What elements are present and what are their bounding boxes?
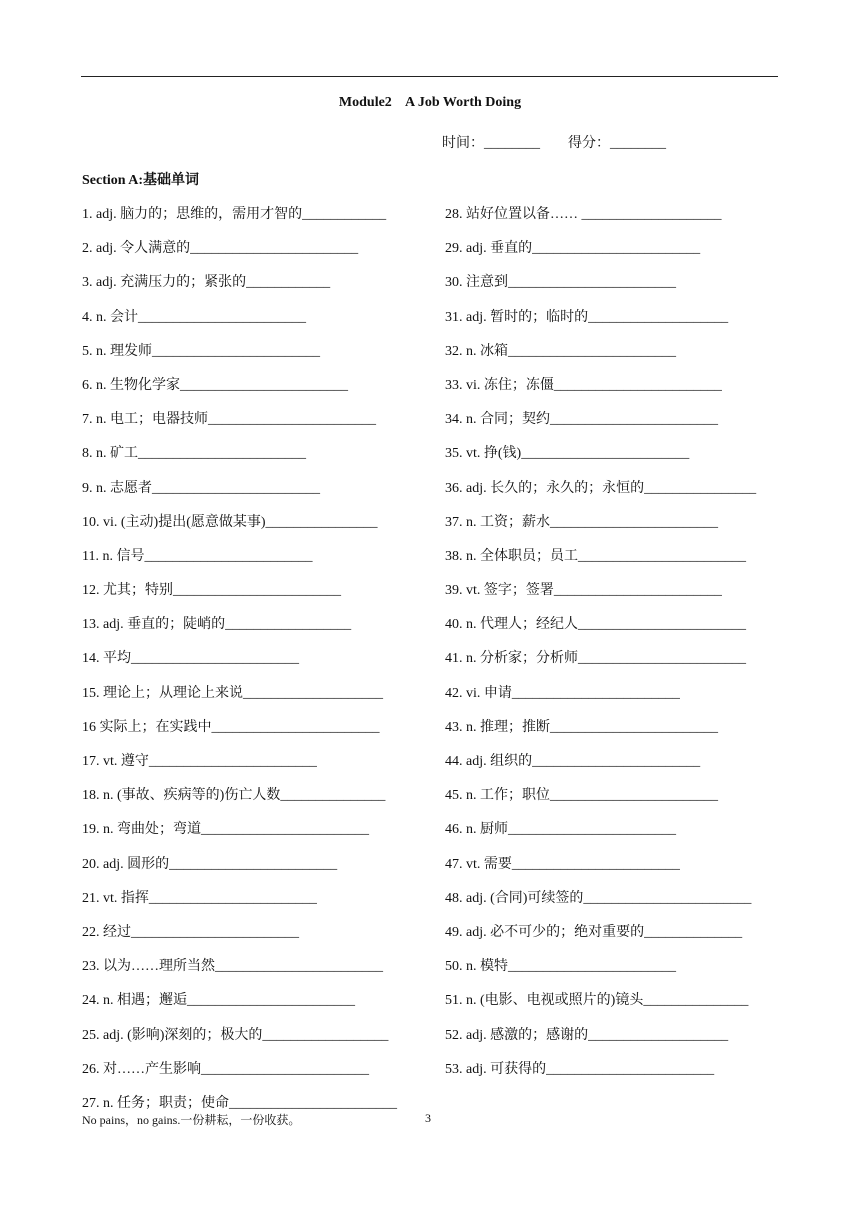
vocab-item: 26. 对……产生影响________________________ [82,1061,369,1077]
vocab-item: 38. n. 全体职员；员工________________________ [445,548,746,564]
vocab-item: 21. vt. 指挥________________________ [82,890,317,906]
vocab-item: 5. n. 理发师________________________ [82,343,320,359]
vocab-item: 16 实际上；在实践中________________________ [82,719,380,735]
vocab-item: 30. 注意到________________________ [445,275,676,291]
page-title: Module2 A Job Worth Doing [338,95,522,110]
page-number: 3 [425,1111,431,1125]
section-title: Section A:基础单词 [82,173,200,188]
left-column [82,206,432,1129]
header-rule [81,76,778,77]
vocab-item: 43. n. 推理；推断________________________ [445,719,718,735]
vocab-item: 1. adj. 脑力的；思维的，需用才智的____________ [82,207,387,222]
vocab-item: 25. adj. (影响)深刻的；极大的__________________ [82,1027,389,1043]
vocab-item: 44. adj. 组织的________________________ [445,754,701,769]
vocab-item: 4. n. 会计________________________ [82,309,306,325]
vocab-item: 53. adj. 可获得的________________________ [445,1061,715,1077]
vocab-item: 52. adj. 感激的；感谢的____________________ [445,1027,729,1043]
vocab-item: 3. adj. 充满压力的；紧张的____________ [82,275,331,291]
vocab-item: 50. n. 模特________________________ [445,959,676,975]
vocab-item: 41. n. 分析家；分析师________________________ [445,651,746,667]
vocab-item: 24. n. 相遇；邂逅________________________ [82,993,355,1009]
vocab-item: 45. n. 工作；职位________________________ [445,788,718,804]
vocab-item: 36. adj. 长久的；永久的；永恒的________________ [445,480,757,496]
vocab-item: 23. 以为……理所当然________________________ [82,959,383,975]
vocab-item: 34. n. 合同；契约________________________ [445,412,718,428]
vocab-item: 42. vi. 申请________________________ [445,685,680,701]
vocab-item: 15. 理论上；从理论上来说____________________ [82,685,383,701]
vocab-item: 19. n. 弯曲处；弯道________________________ [82,822,369,838]
vocab-item: 9. n. 志愿者________________________ [82,480,320,496]
vocab-item: 8. n. 矿工________________________ [82,446,306,462]
right-column [445,206,785,1095]
vocab-item: 20. adj. 圆形的________________________ [82,856,338,872]
vocab-item: 22. 经过________________________ [82,924,299,940]
vocab-item: 32. n. 冰箱________________________ [445,343,676,359]
vocab-item: 28. 站好位置以备…… ____________________ [445,207,722,222]
vocab-item: 11. n. 信号________________________ [82,548,313,564]
vocab-item: 14. 平均________________________ [82,651,299,667]
vocab-item: 46. n. 厨师________________________ [445,822,676,838]
vocab-item: 29. adj. 垂直的________________________ [445,241,701,257]
vocab-item: 39. vt. 签字；签署________________________ [445,583,722,599]
vocab-item: 37. n. 工资；薪水________________________ [445,514,718,530]
vocab-item: 35. vt. 挣(钱)________________________ [445,446,690,462]
vocab-item: 12. 尤其；特别________________________ [82,583,341,599]
vocab-item: 40. n. 代理人；经纪人________________________ [445,617,746,633]
vocab-item: 10. vi. (主动)提出(愿意做某事)________________ [82,514,378,530]
vocab-item: 49. adj. 必不可少的；绝对重要的______________ [445,924,743,940]
vocab-item: 33. vi. 冻住；冻僵________________________ [445,377,722,393]
vocab-item: 48. adj. (合同)可续签的________________________ [445,890,752,906]
vocab-item: 18. n. (事故、疾病等的)伤亡人数_______________ [82,788,386,804]
vocab-item: 27. n. 任务；职责；使命________________________ [82,1095,397,1111]
vocab-item: 7. n. 电工；电器技师________________________ [82,412,376,428]
vocab-item: 6. n. 生物化学家________________________ [82,377,348,393]
vocab-item: 2. adj. 令人满意的________________________ [82,241,359,257]
footer-motto: No pains，no gains.一份耕耘，一份收获。 [82,1113,301,1127]
vocab-item: 13. adj. 垂直的；陡峭的__________________ [82,617,352,633]
time-score-line: 时间：________ 得分：________ [442,136,666,151]
vocab-item: 31. adj. 暂时的；临时的____________________ [445,309,729,325]
vocab-item: 47. vt. 需要________________________ [445,856,680,872]
vocab-item: 17. vt. 遵守________________________ [82,754,317,769]
vocab-item: 51. n. (电影、电视或照片的)镜头_______________ [445,993,749,1009]
